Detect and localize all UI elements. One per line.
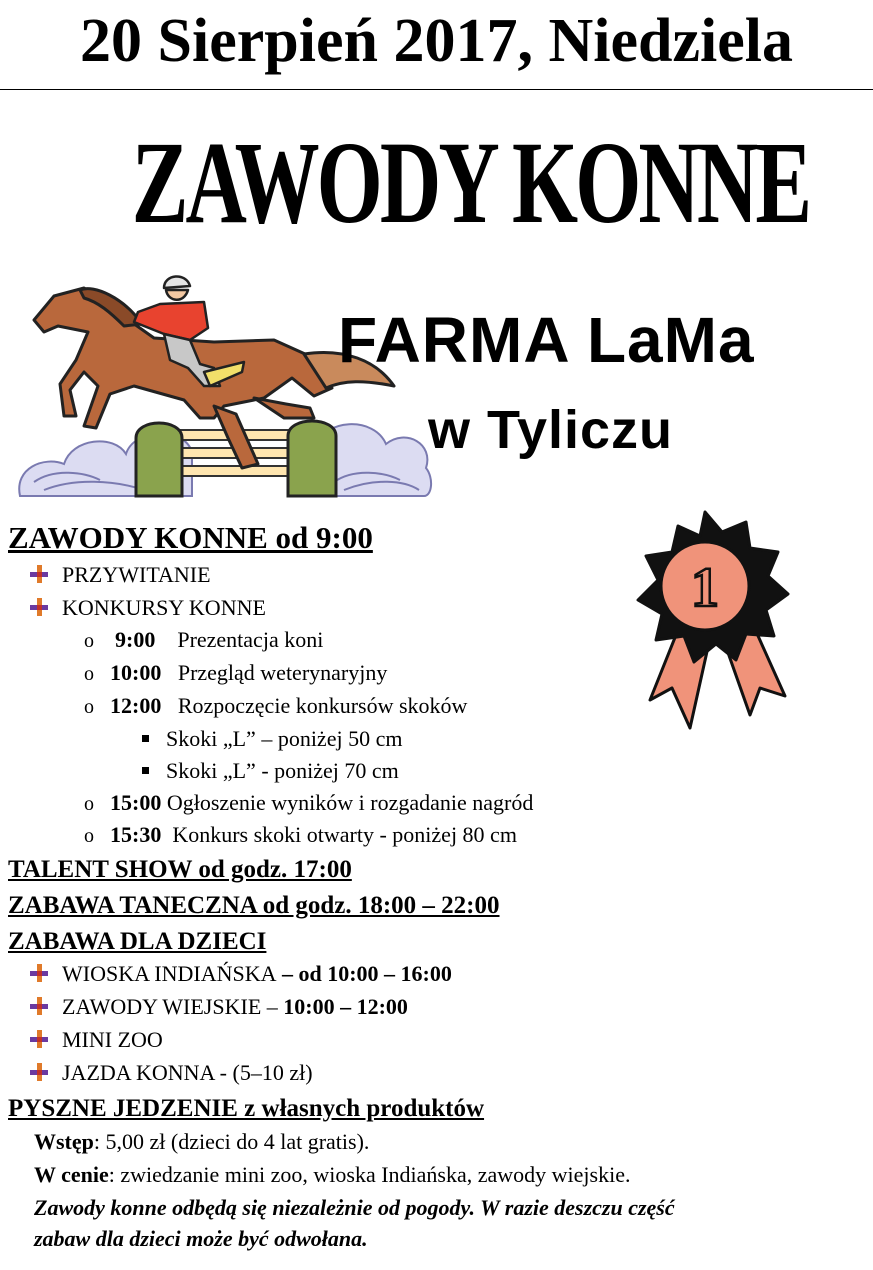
list-item: PRZYWITANIE bbox=[62, 562, 211, 587]
section-heading-pyszne-jedzenie: PYSZNE JEDZENIE z własnych produktów bbox=[8, 1095, 485, 1122]
list-item: ZAWODY WIEJSKIE – 10:00 – 12:00 bbox=[62, 994, 408, 1019]
cross-bullet-icon bbox=[30, 964, 48, 982]
schedule-item bbox=[110, 788, 533, 818]
first-place-ribbon-icon bbox=[620, 510, 790, 735]
entry-info: Wstęp: 5,00 zł (dzieci do 4 lat gratis). bbox=[34, 1129, 370, 1154]
section-heading-zabawa-dla-dzieci: ZABAWA DLA DZIECI bbox=[8, 928, 267, 955]
circle-bullet-icon: o bbox=[84, 630, 94, 652]
list-item: WIOSKA INDIAŃSKA – od 10:00 – 16:00 bbox=[62, 961, 452, 986]
schedule-item bbox=[115, 625, 323, 655]
cross-bullet-icon bbox=[30, 997, 48, 1015]
schedule-time: 12:00 bbox=[110, 693, 162, 718]
schedule-label: Ogłoszenie wyników i rozgadanie nagród bbox=[166, 790, 534, 815]
farm-location: w Tyliczu bbox=[428, 400, 674, 460]
schedule-item bbox=[110, 820, 517, 850]
circle-bullet-icon: o bbox=[84, 825, 94, 847]
schedule-label: Przegląd weterynaryjny bbox=[177, 660, 388, 685]
section-heading-zawody-konne: ZAWODY KONNE od 9:00 bbox=[8, 520, 373, 555]
list-item: KONKURSY KONNE bbox=[62, 595, 266, 620]
section-heading-zabawa-taneczna: ZABAWA TANECZNA od godz. 18:00 – 22:00 bbox=[8, 892, 500, 919]
cross-bullet-icon bbox=[30, 1030, 48, 1048]
list-item: JAZDA KONNA - (5–10 zł) bbox=[62, 1060, 313, 1085]
medal-number: 1 bbox=[691, 557, 719, 619]
cross-bullet-icon bbox=[30, 565, 48, 583]
jump-item: Skoki „L” – poniżej 50 cm bbox=[166, 726, 403, 751]
schedule-item bbox=[110, 658, 387, 688]
schedule-time: 10:00 bbox=[110, 660, 162, 685]
square-bullet-icon bbox=[142, 735, 149, 742]
list-item: MINI ZOO bbox=[62, 1027, 163, 1052]
circle-bullet-icon: o bbox=[84, 663, 94, 685]
cross-bullet-icon bbox=[30, 598, 48, 616]
price-info: W cenie: zwiedzanie mini zoo, wioska Indiańska, zawody wiejskie. bbox=[34, 1162, 631, 1187]
event-date: 20 Sierpień 2017, Niedziela bbox=[80, 7, 793, 75]
jump-item: Skoki „L” - poniżej 70 cm bbox=[166, 758, 399, 783]
main-title-text: ZAWODY KONNE bbox=[131, 117, 810, 248]
cross-bullet-icon bbox=[30, 1063, 48, 1081]
schedule-item bbox=[110, 691, 467, 721]
circle-bullet-icon: o bbox=[84, 696, 94, 718]
schedule-time: 9:00 bbox=[115, 627, 156, 652]
schedule-label: Konkurs skoki otwarty - poniżej 80 cm bbox=[172, 822, 517, 847]
weather-notice-line1: Zawody konne odbędą się niezależnie od pogody. W razie deszczu część bbox=[34, 1195, 675, 1220]
main-title bbox=[0, 108, 873, 258]
schedule-time: 15:30 bbox=[110, 822, 162, 847]
divider bbox=[0, 89, 873, 90]
farm-name: FARMA LaMa bbox=[338, 304, 755, 376]
schedule-label: Prezentacja koni bbox=[177, 627, 324, 652]
schedule-label: Rozpoczęcie konkursów skoków bbox=[177, 693, 468, 718]
section-heading-talent-show: TALENT SHOW od godz. 17:00 bbox=[8, 856, 352, 883]
schedule-time: 15:00 bbox=[110, 790, 162, 815]
square-bullet-icon bbox=[142, 767, 149, 774]
weather-notice-line2: zabaw dla dzieci może być odwołana. bbox=[34, 1226, 368, 1251]
circle-bullet-icon: o bbox=[84, 793, 94, 815]
